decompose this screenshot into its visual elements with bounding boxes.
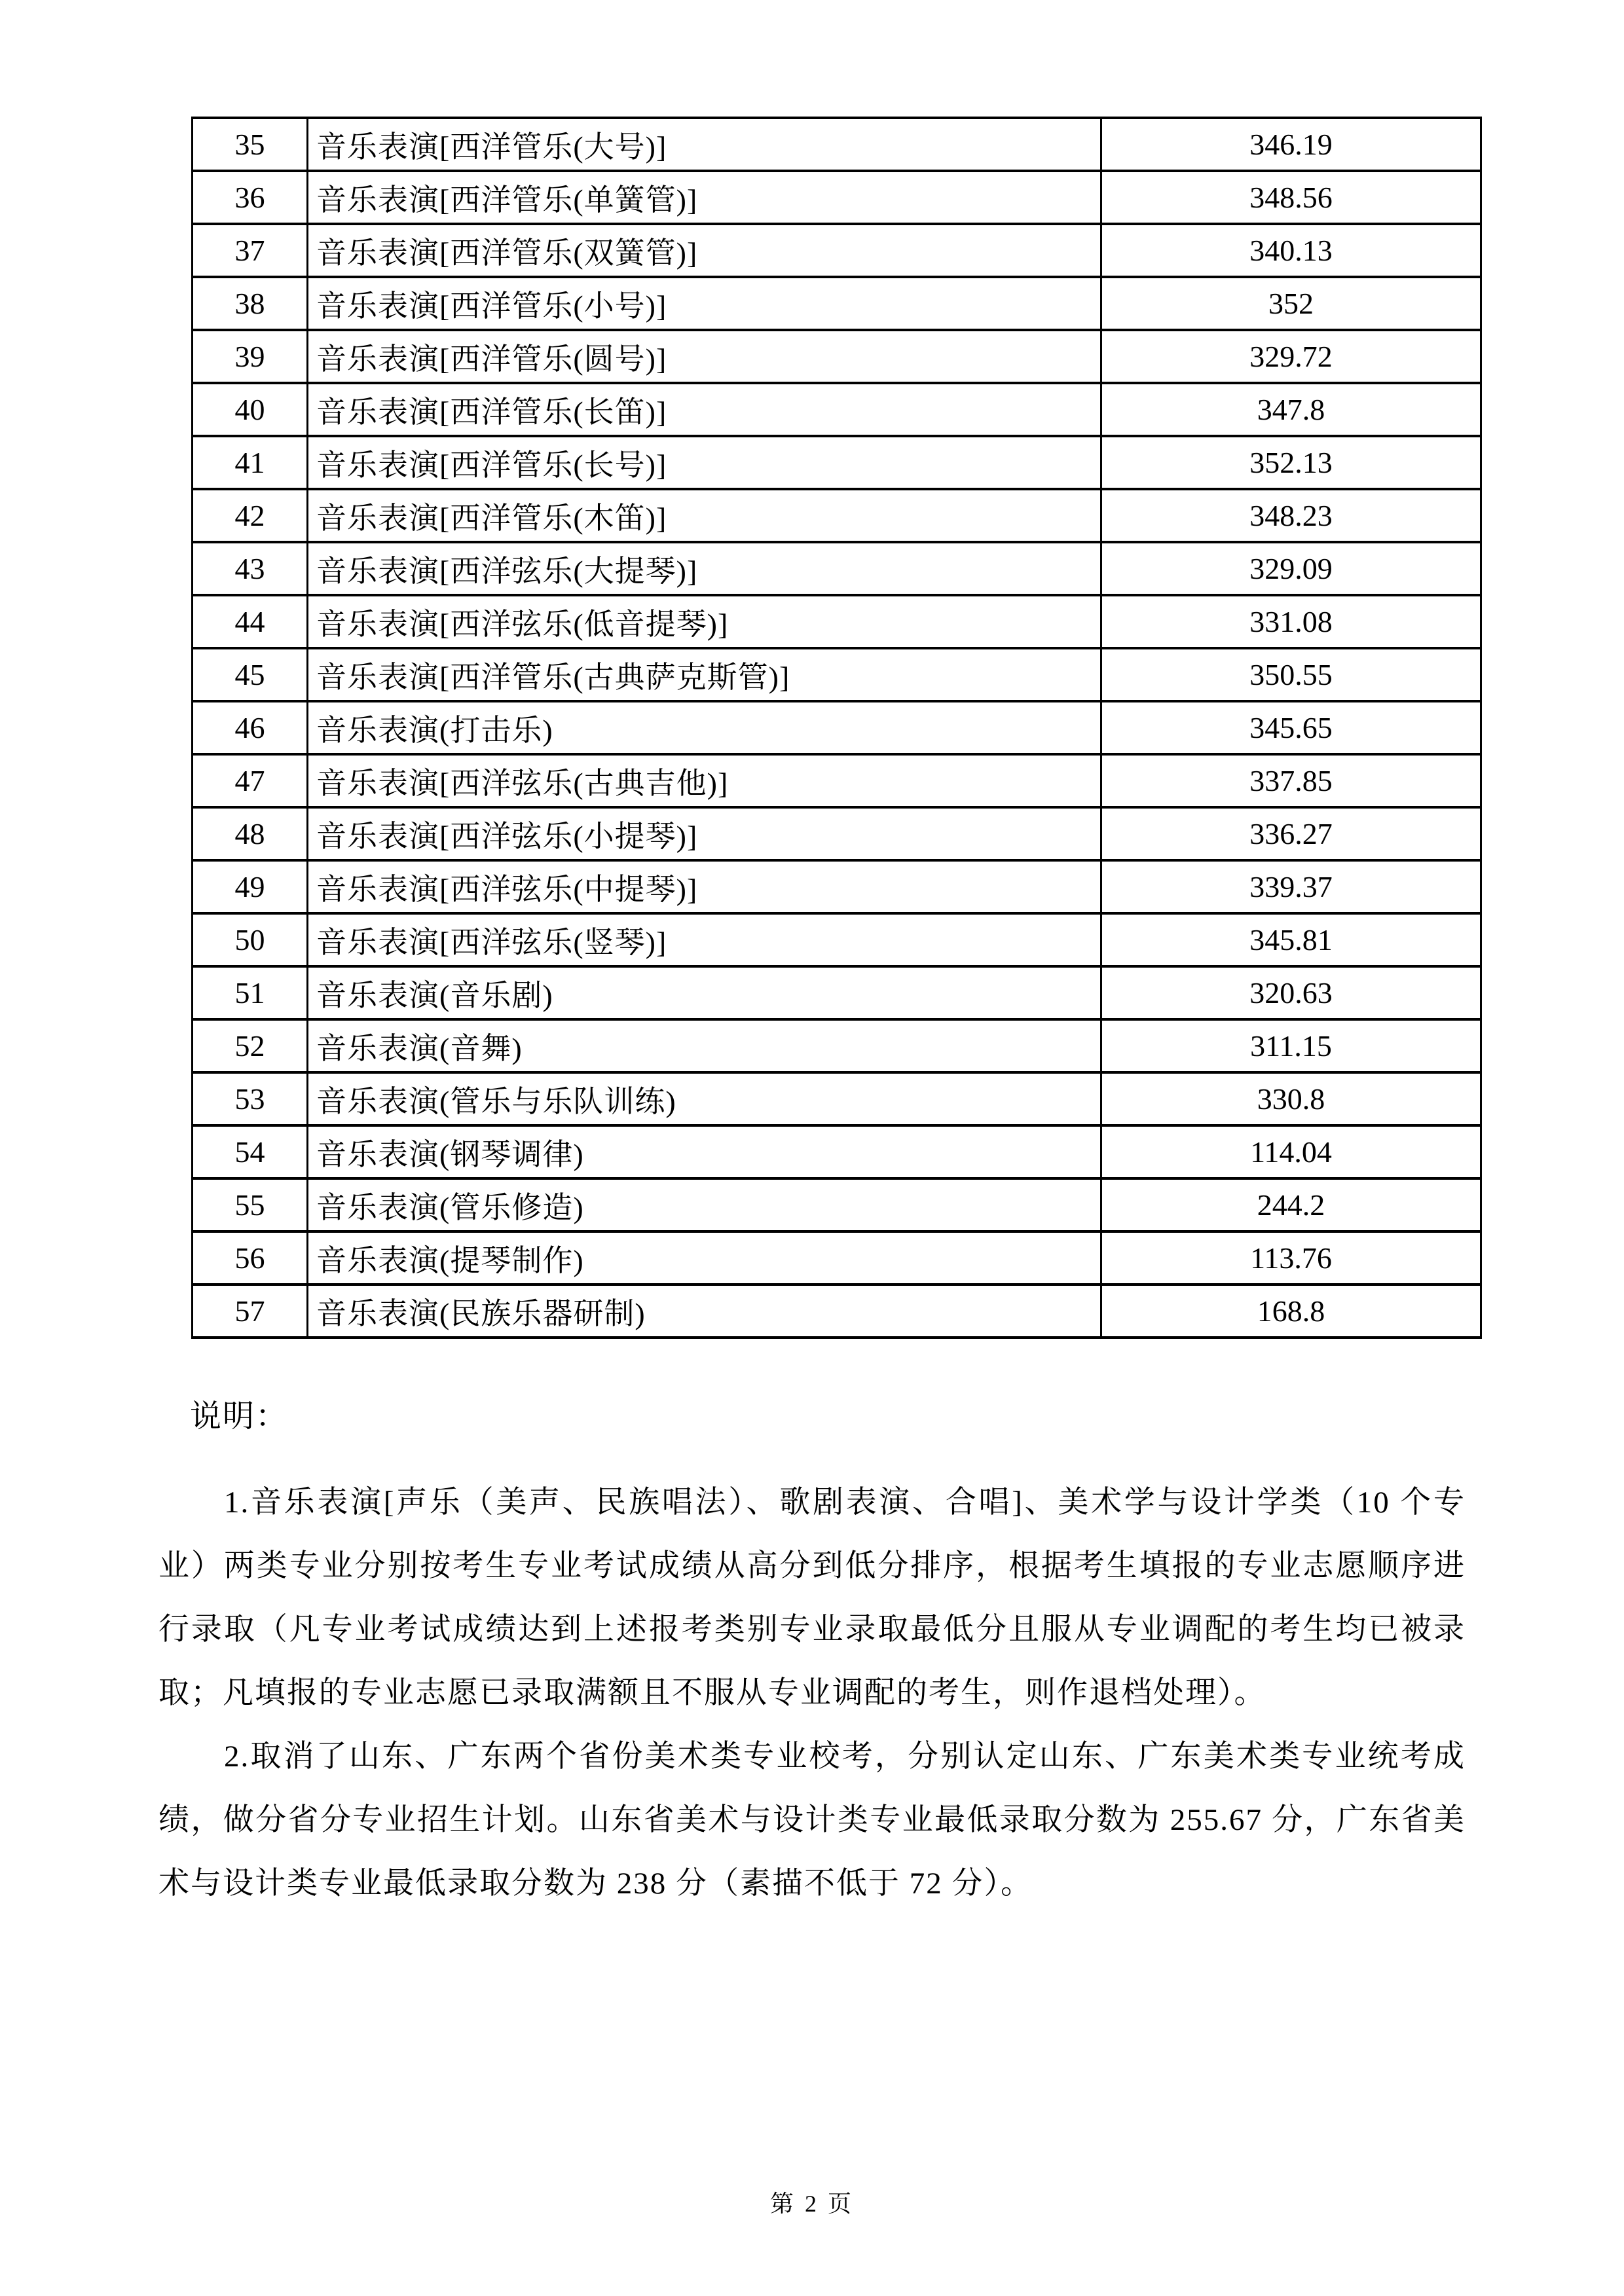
score-value: 329.72 <box>1101 330 1481 383</box>
row-number: 49 <box>193 860 308 913</box>
table-row <box>193 807 1481 860</box>
score-value: 244.2 <box>1101 1178 1481 1231</box>
table-row <box>193 966 1481 1019</box>
major-name: 音乐表演[西洋弦乐(古典吉他)] <box>308 754 1101 807</box>
table-row <box>193 1125 1481 1178</box>
row-number: 48 <box>193 807 308 860</box>
major-name: 音乐表演(民族乐器研制) <box>308 1285 1101 1338</box>
table-row <box>193 648 1481 701</box>
score-value: 330.8 <box>1101 1072 1481 1125</box>
page-number: 第 2 页 <box>769 2191 854 2217</box>
score-value: 339.37 <box>1101 860 1481 913</box>
row-number: 42 <box>193 489 308 542</box>
row-number: 37 <box>193 224 308 277</box>
row-number: 50 <box>193 913 308 966</box>
score-value: 114.04 <box>1101 1125 1481 1178</box>
table-row <box>193 1019 1481 1072</box>
score-value: 345.81 <box>1101 913 1481 966</box>
row-number: 41 <box>193 436 308 489</box>
score-value: 346.19 <box>1101 118 1481 171</box>
major-name: 音乐表演[西洋管乐(古典萨克斯管)] <box>308 648 1101 701</box>
score-value: 345.65 <box>1101 701 1481 754</box>
score-value: 168.8 <box>1101 1285 1481 1338</box>
score-value: 329.09 <box>1101 542 1481 595</box>
score-value: 352 <box>1101 277 1481 330</box>
major-name: 音乐表演(管乐修造) <box>308 1178 1101 1231</box>
score-value: 347.8 <box>1101 383 1481 436</box>
notes-heading: 说明： <box>190 1399 289 1434</box>
table-row <box>193 701 1481 754</box>
major-name: 音乐表演[西洋管乐(长笛)] <box>308 383 1101 436</box>
row-number: 53 <box>193 1072 308 1125</box>
major-name: 音乐表演[西洋弦乐(中提琴)] <box>308 860 1101 913</box>
table-row <box>193 330 1481 383</box>
score-value: 348.23 <box>1101 489 1481 542</box>
row-number: 38 <box>193 277 308 330</box>
major-name: 音乐表演[西洋管乐(双簧管)] <box>308 224 1101 277</box>
row-number: 43 <box>193 542 308 595</box>
row-number: 36 <box>193 171 308 224</box>
table-row <box>193 383 1481 436</box>
score-value: 337.85 <box>1101 754 1481 807</box>
row-number: 35 <box>193 118 308 171</box>
table-row <box>193 277 1481 330</box>
row-number: 47 <box>193 754 308 807</box>
table-row <box>193 1285 1481 1338</box>
score-value: 352.13 <box>1101 436 1481 489</box>
table-row <box>193 1178 1481 1231</box>
table-row <box>193 224 1481 277</box>
score-value: 331.08 <box>1101 595 1481 648</box>
major-name: 音乐表演[西洋管乐(木笛)] <box>308 489 1101 542</box>
major-name: 音乐表演[西洋弦乐(小提琴)] <box>308 807 1101 860</box>
table-row <box>193 542 1481 595</box>
major-name: 音乐表演(打击乐) <box>308 701 1101 754</box>
row-number: 46 <box>193 701 308 754</box>
note-paragraph-2: 2.取消了山东、广东两个省份美术类专业校考，分别认定山东、广东美术类专业统考成绩，做分省分专业招生计划。山东省美术与设计类专业最低录取分数为 255.67 分，广东省美术与设计类专业最低录取分数为 238 分（素描不低于 72 分）。 <box>158 1740 1466 1901</box>
table-row <box>193 860 1481 913</box>
row-number: 39 <box>193 330 308 383</box>
score-value: 320.63 <box>1101 966 1481 1019</box>
major-name: 音乐表演[西洋弦乐(大提琴)] <box>308 542 1101 595</box>
score-table <box>191 117 1482 1339</box>
note-paragraph-1: 1.音乐表演[声乐（美声、民族唱法）、歌剧表演、合唱]、美术学与设计学类（10 个专业）两类专业分别按考生专业考试成绩从高分到低分排序，根据考生填报的专业志愿顺序进行录取（凡专业考试成绩达到上述报考类别专业录取最低分且服从专业调配的考生均已被录取；凡填报的专业志愿已录取满额且不服从专业调配的考生，则作退档处理）。 <box>158 1485 1466 1710</box>
major-name: 音乐表演(音乐剧) <box>308 966 1101 1019</box>
major-name: 音乐表演[西洋弦乐(低音提琴)] <box>308 595 1101 648</box>
row-number: 57 <box>193 1285 308 1338</box>
notes-section <box>158 1396 1466 1916</box>
score-value: 350.55 <box>1101 648 1481 701</box>
table-row <box>193 754 1481 807</box>
major-name: 音乐表演(钢琴调律) <box>308 1125 1101 1178</box>
row-number: 45 <box>193 648 308 701</box>
major-name: 音乐表演(音舞) <box>308 1019 1101 1072</box>
major-name: 音乐表演[西洋管乐(长号)] <box>308 436 1101 489</box>
row-number: 55 <box>193 1178 308 1231</box>
table-row <box>193 489 1481 542</box>
table-row <box>193 595 1481 648</box>
major-name: 音乐表演[西洋管乐(圆号)] <box>308 330 1101 383</box>
score-value: 336.27 <box>1101 807 1481 860</box>
score-value: 311.15 <box>1101 1019 1481 1072</box>
score-value: 340.13 <box>1101 224 1481 277</box>
major-name: 音乐表演[西洋管乐(大号)] <box>308 118 1101 171</box>
table-row <box>193 1072 1481 1125</box>
major-name: 音乐表演(提琴制作) <box>308 1231 1101 1285</box>
row-number: 51 <box>193 966 308 1019</box>
major-name: 音乐表演[西洋管乐(小号)] <box>308 277 1101 330</box>
row-number: 44 <box>193 595 308 648</box>
major-name: 音乐表演[西洋管乐(单簧管)] <box>308 171 1101 224</box>
table-row <box>193 436 1481 489</box>
row-number: 40 <box>193 383 308 436</box>
table-row <box>193 171 1481 224</box>
row-number: 52 <box>193 1019 308 1072</box>
major-name: 音乐表演(管乐与乐队训练) <box>308 1072 1101 1125</box>
table-row <box>193 1231 1481 1285</box>
row-number: 56 <box>193 1231 308 1285</box>
table-row <box>193 118 1481 171</box>
major-name: 音乐表演[西洋弦乐(竖琴)] <box>308 913 1101 966</box>
row-number: 54 <box>193 1125 308 1178</box>
score-value: 348.56 <box>1101 171 1481 224</box>
score-value: 113.76 <box>1101 1231 1481 1285</box>
table-row <box>193 913 1481 966</box>
